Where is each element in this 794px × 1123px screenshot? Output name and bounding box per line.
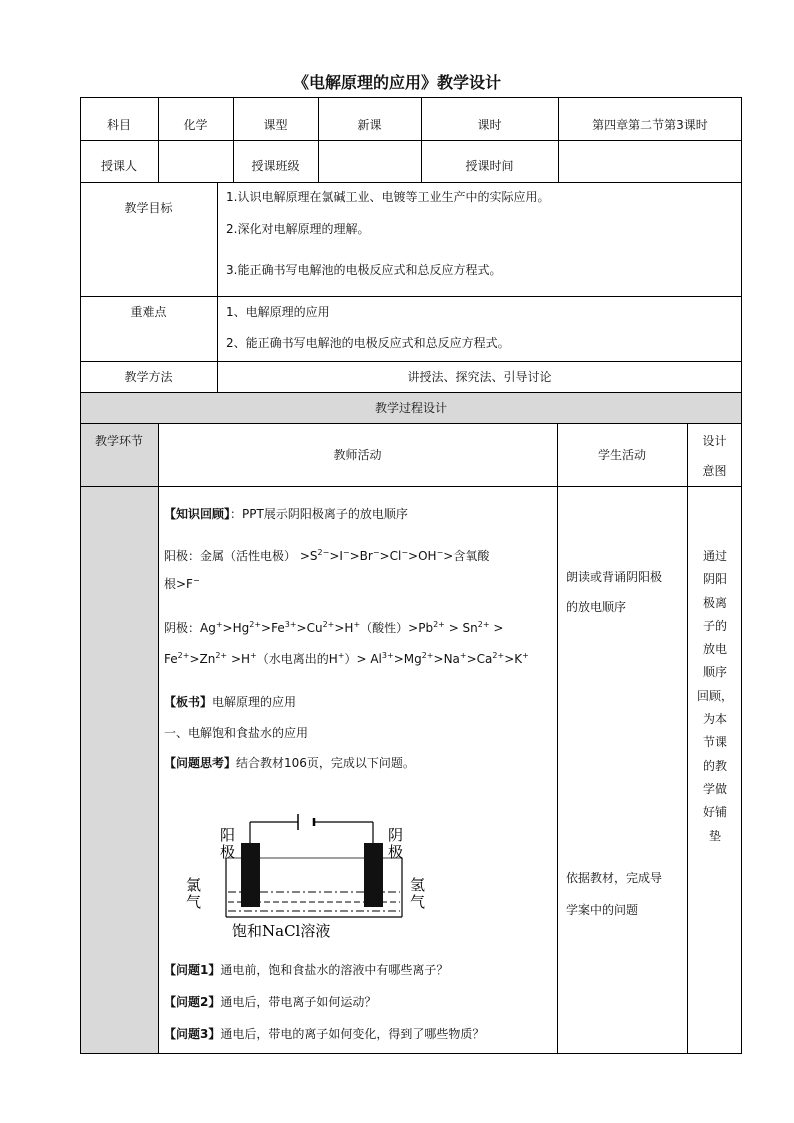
lesson-type-value: 新课 [357,118,382,132]
student-activity-text: 依据教材，完成导 [566,871,663,885]
design-column-header: 意图 [702,464,727,478]
step-column-shade [80,423,158,1054]
solution-label: 饱和NaCl溶液 [232,922,331,940]
objective-item: 3.能正确书写电解池的电极反应式和总反应方程式。 [226,263,502,277]
hydrogen-label: 氢 [410,876,426,894]
anode-label: 极 [220,843,236,861]
design-intent-text: 节课 [702,735,727,750]
teacher-column-header: 教师活动 [333,448,382,462]
design-intent-text: 的教 [702,758,727,773]
period-value: 第四章第二节第3课时 [592,118,708,132]
question-1: 【问题1】通电前，饱和食盐水的溶液中有哪些离子？ [164,963,449,977]
cathode-order-line: $Fe^{2+}>Zn^{2+} >H^+$（水电离出的$H^+)> Al^{3+}>Mg^{2+}>Na^+>Ca^{2+}>K^+$ [164,651,529,666]
anode-label: 阳 [220,826,236,844]
process-section-title: 教学过程设计 [374,401,447,415]
design-intent-text: 阴阳 [702,572,727,587]
question-3: 【问题3】通电后，带电的离子如何变化，得到了哪些物质？ [164,1027,485,1041]
hydrogen-label: 气 [410,893,426,911]
lesson-type-label: 课型 [263,118,288,132]
anode-order-line: 根>F− [164,576,200,591]
objectives-label: 教学目标 [124,201,173,215]
cathode-label: 阴 [388,826,404,844]
design-column-header: 设计 [702,434,727,448]
electrolysis-cell-diagram [180,810,430,945]
design-intent-text: 好铺 [702,805,727,820]
student-activity-text: 朗读或背诵阴阳极 [566,570,663,584]
key-point-item: 1、电解原理的应用 [226,305,330,319]
anode-electrode [241,843,260,907]
board-line: 【板书】电解原理的应用 [164,695,297,709]
time-label: 授课时间 [465,159,514,173]
cathode-electrode [364,843,383,907]
cathode-order-line: 阴极：$Ag^+>Hg^{2+}>Fe^{3+}>Cu^{2+}>H^+$（酸性）$>Pb^{2+} > Sn^{2+}$ > [164,620,504,635]
key-point-item: 2、能正确书写电解池的电极反应式和总反应方程式。 [226,336,510,350]
student-column-header: 学生活动 [597,448,646,462]
document-title: 《电解原理的应用》教学设计 [292,73,501,92]
design-intent-text: 学做 [702,781,727,796]
student-activity-text: 学案中的问题 [566,903,639,917]
key-points-label: 重难点 [130,305,167,319]
design-intent-text: 放电 [702,642,727,657]
review-line: 【知识回顾】：PPT展示阴阳极离子的放电顺序 [164,507,408,521]
anode-order-line: 阳极：金属（活性电极） $>S^{2-}>I^->Br^->Cl^->OH^->$含氧酸 [164,548,490,563]
design-intent-column [690,545,740,848]
class-label: 授课班级 [251,159,300,173]
design-intent-text: 垫 [708,828,721,843]
design-intent-text: 通过 [702,549,727,563]
step-column-header: 教学环节 [94,434,143,448]
design-intent-text: 为本 [702,712,727,727]
design-intent-text: 子的 [702,618,727,633]
chlorine-label: 气 [186,893,202,911]
methods-label: 教学方法 [124,370,173,384]
question-think-line: 【问题思考】结合教材106页，完成以下问题。 [164,756,415,770]
objective-item: 1.认识电解原理在氯碱工业、电镀等工业生产中的实际应用。 [226,190,550,204]
methods-value: 讲授法、探究法、引导讨论 [407,370,552,384]
question-2: 【问题2】通电后，带电离子如何运动？ [164,995,377,1009]
teacher-label: 授课人 [100,159,137,173]
subject-label: 科目 [106,118,131,132]
chlorine-label: 氯 [186,876,202,894]
student-activity-text: 的放电顺序 [566,600,627,614]
design-intent-text: 顺序 [702,665,727,680]
period-label: 课时 [477,118,502,132]
design-intent-text: 回顾， [696,688,733,703]
subject-value: 化学 [183,118,208,132]
design-intent-text: 极离 [702,595,727,610]
section-one-line: 一、电解饱和食盐水的应用 [164,726,309,740]
cathode-label: 极 [388,843,404,861]
objective-item: 2.深化对电解原理的理解。 [226,222,370,236]
